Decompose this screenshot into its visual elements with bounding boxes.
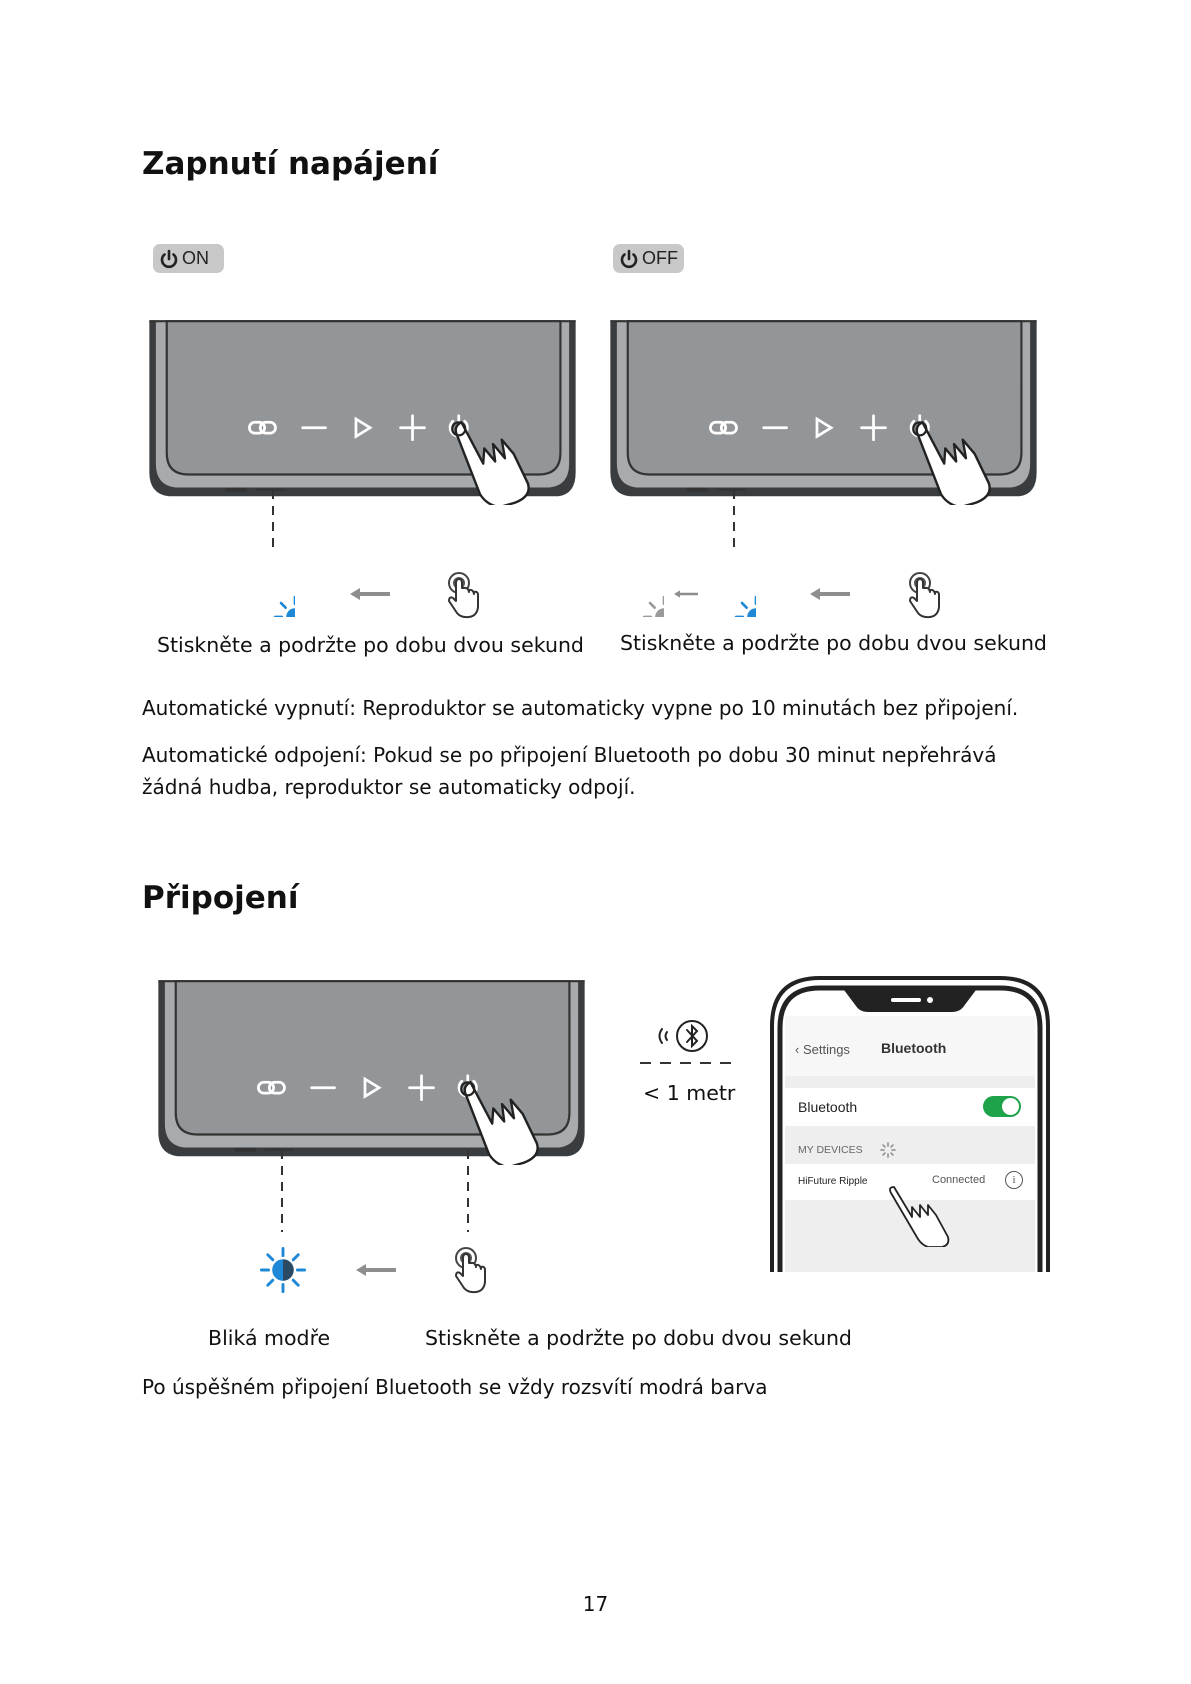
distance-label: < 1 metr bbox=[643, 1081, 736, 1105]
bluetooth-toggle-row bbox=[785, 1088, 1035, 1126]
guide-lines-left bbox=[252, 490, 452, 570]
press-hold-icon bbox=[906, 570, 946, 620]
guide-lines-right bbox=[713, 490, 913, 570]
section-title-pairing: Připojení bbox=[142, 880, 299, 916]
blinking-blue-led-icon bbox=[259, 1246, 307, 1294]
phone-nav-bar bbox=[785, 1016, 1035, 1076]
arrow-left-icon bbox=[356, 1264, 396, 1276]
my-devices-label: MY DEVICES bbox=[798, 1144, 863, 1156]
guide-lines-pairing bbox=[262, 1150, 482, 1234]
auto-disconnect-text: Automatické odpojení: Pokud se po připojení Bluetooth po dobu 30 minut nepřehrává žádná hudba, reproduktor se automaticky odpojí. bbox=[142, 743, 997, 799]
back-label: Settings bbox=[802, 1042, 850, 1057]
distance-dashed-line bbox=[640, 1060, 732, 1066]
off-label: OFF bbox=[642, 248, 678, 268]
speaker-power-on-illustration bbox=[145, 320, 580, 505]
off-badge bbox=[613, 244, 684, 273]
connection-success-text: Po úspěšném připojení Bluetooth se vždy rozsvítí modrá barva bbox=[142, 1375, 768, 1399]
blue-led-icon bbox=[712, 573, 756, 617]
power-icon bbox=[159, 249, 182, 269]
auto-off-text: Automatické vypnutí: Reproduktor se automaticky vypne po 10 minutách bez připojení. bbox=[142, 696, 1019, 720]
device-name: HiFuture Ripple bbox=[798, 1176, 868, 1187]
bluetooth-signal-icon bbox=[652, 1018, 712, 1054]
arrow-left-icon bbox=[674, 588, 698, 600]
press-hold-icon bbox=[445, 570, 485, 620]
phone-illustration bbox=[770, 976, 1050, 1272]
arrow-left-icon bbox=[810, 588, 850, 600]
page-number: 17 bbox=[582, 1592, 609, 1616]
screen-title: Bluetooth bbox=[881, 1040, 947, 1056]
caption-blinking-blue: Bliká modře bbox=[208, 1326, 331, 1350]
on-badge bbox=[153, 244, 224, 273]
device-status: Connected bbox=[932, 1174, 986, 1186]
caption-press-hold: Stiskněte a podržte po dobu dvou sekund bbox=[425, 1326, 852, 1350]
blue-led-icon bbox=[251, 573, 295, 617]
section-title-power-on: Zapnutí napájení bbox=[142, 146, 439, 182]
bluetooth-toggle[interactable] bbox=[983, 1096, 1021, 1117]
loading-spinner-icon bbox=[880, 1142, 896, 1158]
back-button[interactable]: ‹ Settings bbox=[795, 1042, 850, 1057]
arrow-left-icon bbox=[350, 588, 390, 600]
press-hold-icon bbox=[452, 1245, 492, 1295]
power-icon bbox=[619, 249, 642, 269]
grey-led-icon bbox=[620, 573, 664, 617]
caption-power-off: Stiskněte a podržte po dobu dvou sekund bbox=[620, 631, 1047, 655]
on-label: ON bbox=[182, 248, 209, 268]
speaker-pairing-illustration bbox=[154, 980, 589, 1165]
caption-power-on: Stiskněte a podržte po dobu dvou sekund bbox=[157, 633, 584, 657]
speaker-power-off-illustration bbox=[606, 320, 1041, 505]
bluetooth-row-label: Bluetooth bbox=[798, 1099, 858, 1115]
info-icon[interactable]: i bbox=[1005, 1171, 1023, 1189]
hand-tap-icon bbox=[888, 1181, 960, 1247]
